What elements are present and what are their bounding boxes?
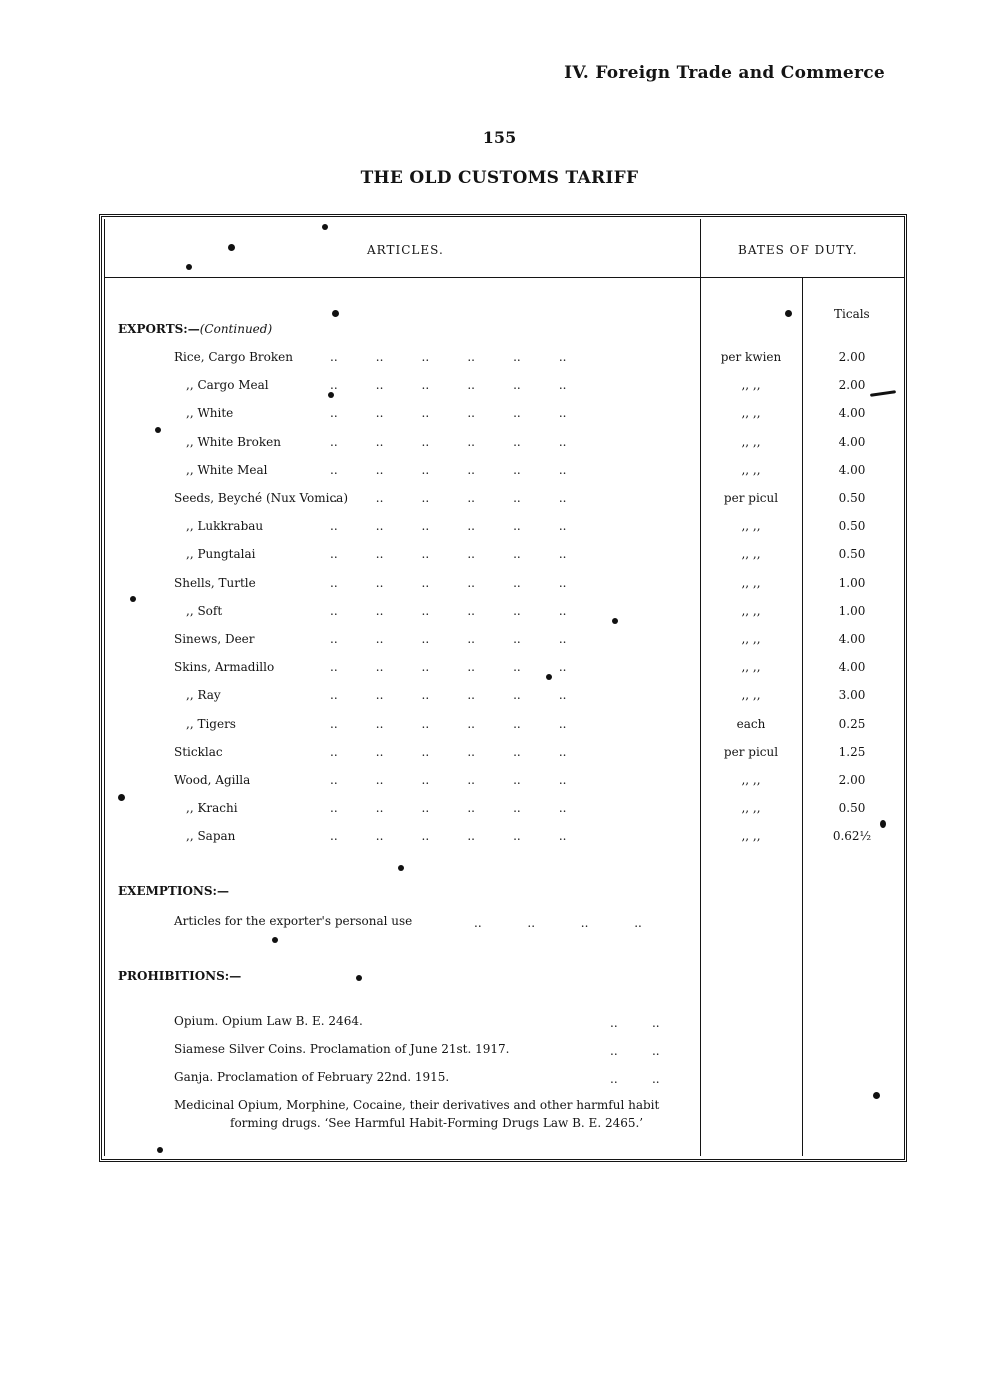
duty-rate: 3.00 — [838, 688, 866, 702]
exemptions-item: Articles for the exporter's personal use — [174, 914, 413, 928]
article-name: ,, Krachi — [186, 801, 238, 815]
duty-unit: ,, ,, — [741, 660, 761, 674]
table-row — [0, 632, 999, 650]
table-row — [0, 773, 999, 791]
scan-speck — [546, 674, 552, 680]
table-row — [0, 463, 999, 481]
article-name: Skins, Armadillo — [174, 660, 275, 674]
page-number: 155 — [482, 128, 517, 147]
duty-unit: ,, ,, — [741, 829, 761, 843]
duty-unit: ,, ,, — [741, 604, 761, 618]
article-name: Seeds, Beyché (Nux Vomica) — [174, 491, 349, 505]
duty-rate: 0.50 — [838, 519, 866, 533]
prohibition-leader-1: .. .. — [610, 1016, 660, 1030]
exports-section-label — [118, 322, 272, 336]
table-row — [0, 350, 999, 368]
duty-rate: 0.50 — [838, 801, 866, 815]
scan-speck — [328, 392, 334, 398]
scan-speck — [322, 224, 328, 230]
leader-dots: .. .. .. .. .. .. — [330, 519, 567, 533]
prohibition-medicinal-line2: forming drugs. ‘See Harmful Habit-Forming Drugs Law B. E. 2465.’ — [230, 1116, 644, 1130]
table-row — [0, 717, 999, 735]
table-row — [0, 576, 999, 594]
leader-dots: .. .. .. .. .. .. — [330, 604, 567, 618]
table-row — [0, 604, 999, 622]
leader-dots: .. .. .. .. .. .. — [330, 717, 567, 731]
duty-unit: ,, ,, — [741, 547, 761, 561]
exemptions-text — [174, 914, 412, 928]
article-name: ,, Sapan — [186, 829, 236, 843]
duty-unit: ,, ,, — [741, 576, 761, 590]
duty-unit: ,, ,, — [741, 688, 761, 702]
table-row — [0, 660, 999, 678]
duty-unit: ,, ,, — [741, 632, 761, 646]
article-name: ,, White Meal — [186, 463, 268, 477]
article-name: Sinews, Deer — [174, 632, 255, 646]
leader-dots: .. .. .. .. .. .. — [330, 688, 567, 702]
duty-rate: 0.50 — [838, 491, 866, 505]
leader-dots: .. .. .. .. .. .. — [330, 576, 567, 590]
prohibition-leader-3: .. .. — [610, 1072, 660, 1086]
chapter-heading: IV. Foreign Trade and Commerce — [564, 63, 885, 83]
article-name: ,, Ray — [186, 688, 221, 702]
table-row — [0, 519, 999, 537]
duty-rate: 4.00 — [838, 406, 866, 420]
article-name: Rice, Cargo Broken — [174, 350, 293, 364]
table-row — [0, 745, 999, 763]
prohibition-ganja: Ganja. Proclamation of February 22nd. 1915. — [174, 1070, 450, 1084]
article-name: Sticklac — [174, 745, 223, 759]
table-row — [0, 435, 999, 453]
leader-dots: .. .. .. .. .. .. — [330, 829, 567, 843]
scan-speck — [157, 1147, 163, 1153]
scan-speck — [186, 264, 192, 270]
prohibition-opium: Opium. Opium Law B. E. 2464. — [174, 1014, 363, 1028]
scan-speck — [130, 596, 136, 602]
duty-unit: per kwien — [720, 350, 782, 364]
table-row — [0, 829, 999, 847]
article-name: Shells, Turtle — [174, 576, 256, 590]
duty-unit: per picul — [723, 745, 779, 759]
duty-rate: 4.00 — [838, 660, 866, 674]
page-title: THE OLD CUSTOMS TARIFF — [360, 168, 639, 188]
duty-unit: each — [736, 717, 766, 731]
article-name: ,, Pungtalai — [186, 547, 256, 561]
leader-dots: .. .. .. .. .. .. — [330, 660, 567, 674]
exports-label: EXPORTS:— — [118, 322, 200, 336]
table-row — [0, 688, 999, 706]
duty-rate: 2.00 — [838, 350, 866, 364]
scan-speck — [356, 975, 362, 981]
article-name: Wood, Agilla — [174, 773, 251, 787]
scan-speck — [873, 1092, 880, 1099]
table-row — [0, 491, 999, 509]
duty-unit: ,, ,, — [741, 463, 761, 477]
article-name: ,, White Broken — [186, 435, 281, 449]
duty-unit: ,, ,, — [741, 801, 761, 815]
articles-column-header: ARTICLES. — [367, 243, 444, 257]
table-row — [0, 378, 999, 396]
leader-dots: .. .. .. .. .. .. — [330, 463, 567, 477]
duty-unit: ,, ,, — [741, 773, 761, 787]
leader-dots: .. .. .. .. .. .. — [330, 378, 567, 392]
scan-speck — [228, 244, 235, 251]
currency-label: Ticals — [834, 307, 870, 321]
leader-dots: .. .. .. .. .. .. — [330, 491, 567, 505]
duty-rate: 1.25 — [838, 745, 866, 759]
leader-dots: .. .. .. .. .. .. — [330, 547, 567, 561]
duty-rate: 2.00 — [838, 773, 866, 787]
duty-unit: per picul — [723, 491, 779, 505]
article-name: ,, Soft — [186, 604, 223, 618]
duty-rate: 0.62½ — [832, 829, 872, 843]
duty-rate: 4.00 — [838, 435, 866, 449]
duty-rate: 2.00 — [838, 378, 866, 392]
exemptions-leader: .. .. .. .. — [474, 916, 642, 930]
leader-dots: .. .. .. .. .. .. — [330, 435, 567, 449]
article-name: ,, Cargo Meal — [186, 378, 269, 392]
leader-dots: .. .. .. .. .. .. — [330, 773, 567, 787]
scan-speck — [332, 310, 339, 317]
scan-speck — [612, 618, 618, 624]
prohibition-silver-coins: Siamese Silver Coins. Proclamation of June 21st. 1917. — [174, 1042, 510, 1056]
article-name: ,, Lukkrabau — [186, 519, 264, 533]
scan-speck — [118, 794, 125, 801]
scan-speck — [785, 310, 792, 317]
duty-rate: 1.00 — [838, 576, 866, 590]
duty-rate: 4.00 — [838, 632, 866, 646]
article-name: ,, White — [186, 406, 234, 420]
duty-rate: 4.00 — [838, 463, 866, 477]
table-row — [0, 406, 999, 424]
duty-rate: 0.50 — [838, 547, 866, 561]
scan-speck — [272, 937, 278, 943]
leader-dots: .. .. .. .. .. .. — [330, 801, 567, 815]
scan-speck — [155, 427, 161, 433]
duty-rate: 1.00 — [838, 604, 866, 618]
leader-dots: .. .. .. .. .. .. — [330, 632, 567, 646]
prohibition-leader-2: .. .. — [610, 1044, 660, 1058]
rates-column-header: BATES OF DUTY. — [738, 243, 858, 257]
exports-note: (Continued) — [199, 322, 273, 336]
duty-unit: ,, ,, — [741, 406, 761, 420]
exemptions-section-label: EXEMPTIONS:— — [118, 884, 229, 898]
header-divider — [104, 277, 904, 278]
scan-speck — [398, 865, 404, 871]
duty-unit: ,, ,, — [741, 435, 761, 449]
article-name: ,, Tigers — [186, 717, 236, 731]
leader-dots: .. .. .. .. .. .. — [330, 350, 567, 364]
duty-unit: ,, ,, — [741, 519, 761, 533]
duty-rate: 0.25 — [838, 717, 866, 731]
leader-dots: .. .. .. .. .. .. — [330, 406, 567, 420]
duty-unit: ,, ,, — [741, 378, 761, 392]
table-row — [0, 801, 999, 819]
scan-speck — [880, 820, 886, 828]
prohibition-medicinal-line1: Medicinal Opium, Morphine, Cocaine, their derivatives and other harmful habit — [174, 1098, 660, 1112]
prohibitions-section-label: PROHIBITIONS:— — [118, 969, 242, 983]
leader-dots: .. .. .. .. .. .. — [330, 745, 567, 759]
table-row — [0, 547, 999, 565]
